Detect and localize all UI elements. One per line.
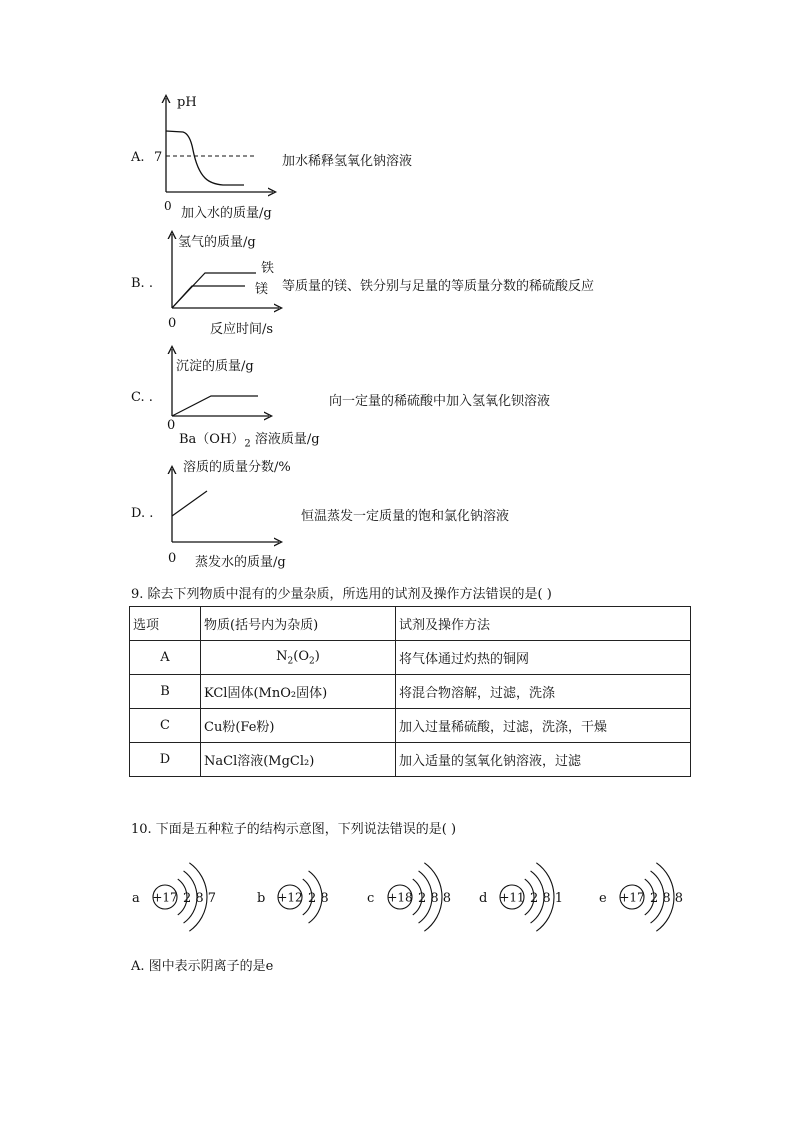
option-a-letter: A. xyxy=(131,150,145,165)
option-c-graph xyxy=(155,343,275,423)
nucleus-charge: +17 xyxy=(619,890,645,905)
nucleus-charge: +17 xyxy=(152,890,178,905)
table-row xyxy=(130,641,691,675)
option-b-x-label: 反应时间/s xyxy=(210,322,274,337)
particle-label: e xyxy=(599,891,607,906)
particle-diagram-e xyxy=(599,863,683,931)
electron-counts: 2 8 8 xyxy=(418,891,452,906)
option-a-description: 加水稀释氢氧化钠溶液 xyxy=(282,154,413,169)
header-method: 试剂及操作方法 xyxy=(396,607,691,641)
option-d-origin: 0 xyxy=(168,551,177,566)
header-substance: 物质(括号内为杂质) xyxy=(201,607,396,641)
row-method: 将气体通过灼热的铜网 xyxy=(396,641,691,675)
particle-label: d xyxy=(479,891,488,906)
question-9-table xyxy=(129,606,691,777)
row-substance: NaCl溶液(MgCl₂) xyxy=(201,743,396,777)
question-10-stem: 10. 下面是五种粒子的结构示意图，下列说法错误的是( ) xyxy=(131,822,457,837)
option-b-origin: 0 xyxy=(168,316,177,331)
ph-curve xyxy=(166,131,244,185)
table-row xyxy=(130,709,691,743)
row-substance: $N_2(O_2)$ xyxy=(201,641,396,675)
particle-diagram-a xyxy=(132,863,216,931)
precipitate-curve xyxy=(172,396,258,416)
option-d-y-label: 溶质的质量分数/% xyxy=(183,460,291,475)
curve-label-magnesium: 镁 xyxy=(255,282,269,297)
header-option: 选项 xyxy=(130,607,201,641)
row-option: A xyxy=(130,641,201,675)
ref-value-label: 7 xyxy=(154,150,163,165)
row-substance: KCl固体(MnO₂固体) xyxy=(201,675,396,709)
particle-structure-diagrams xyxy=(120,845,700,945)
option-b-y-label: 氢气的质量/g xyxy=(178,235,256,250)
electron-counts: 2 8 1 xyxy=(530,891,564,906)
iron-curve xyxy=(172,273,256,308)
electron-counts: 2 8 7 xyxy=(183,891,217,906)
particle-diagram-b xyxy=(257,871,329,923)
nucleus-charge: +18 xyxy=(387,890,413,905)
option-d-letter: D. . xyxy=(131,506,154,521)
origin-label: 0 xyxy=(164,199,172,213)
particle-label: c xyxy=(367,891,375,906)
particle-diagram-d xyxy=(479,863,563,931)
table-header-row xyxy=(130,607,691,641)
row-method: 将混合物溶解，过滤，洗涤 xyxy=(396,675,691,709)
option-c-description: 向一定量的稀硫酸中加入氢氧化钡溶液 xyxy=(329,394,551,409)
option-b-description: 等质量的镁、铁分别与足量的等质量分数的稀硫酸反应 xyxy=(282,279,595,294)
option-c-letter: C. . xyxy=(131,390,153,405)
mass-fraction-curve xyxy=(172,491,207,516)
question-9-stem: 9. 除去下列物质中混有的少量杂质，所选用的试剂及操作方法错误的是( ) xyxy=(131,587,552,602)
row-option: C xyxy=(130,709,201,743)
row-option: D xyxy=(130,743,201,777)
nucleus-charge: +11 xyxy=(499,890,525,905)
electron-counts: 2 8 8 xyxy=(650,891,684,906)
particle-label: a xyxy=(132,891,140,906)
electron-counts: 2 8 xyxy=(308,891,329,906)
question-10-choice-a: A. 图中表示阴离子的是e xyxy=(131,959,274,974)
option-a-x-label: 加入水的质量/g xyxy=(181,206,272,221)
row-method: 加入过量稀硫酸，过滤，洗涤，干燥 xyxy=(396,709,691,743)
table-row xyxy=(130,743,691,777)
option-c-y-label: 沉淀的质量/g xyxy=(176,359,254,374)
table-row xyxy=(130,675,691,709)
y-axis-label: pH xyxy=(177,95,197,110)
option-d-graph xyxy=(155,464,285,550)
option-d-x-label: 蒸发水的质量/g xyxy=(195,555,286,570)
row-substance: Cu粉(Fe粉) xyxy=(201,709,396,743)
nucleus-charge: +12 xyxy=(277,890,303,905)
option-b-letter: B. . xyxy=(131,276,153,291)
option-d-description: 恒温蒸发一定质量的饱和氯化钠溶液 xyxy=(301,509,510,524)
row-method: 加入适量的氢氧化钠溶液，过滤 xyxy=(396,743,691,777)
option-c-x-label: $Ba(OH)_2$ 溶液质量/g xyxy=(179,432,320,450)
row-option: B xyxy=(130,675,201,709)
particle-label: b xyxy=(257,891,266,906)
curve-label-iron: 铁 xyxy=(261,261,275,276)
particle-diagram-c xyxy=(367,863,451,931)
option-c-origin: 0 xyxy=(167,418,176,433)
